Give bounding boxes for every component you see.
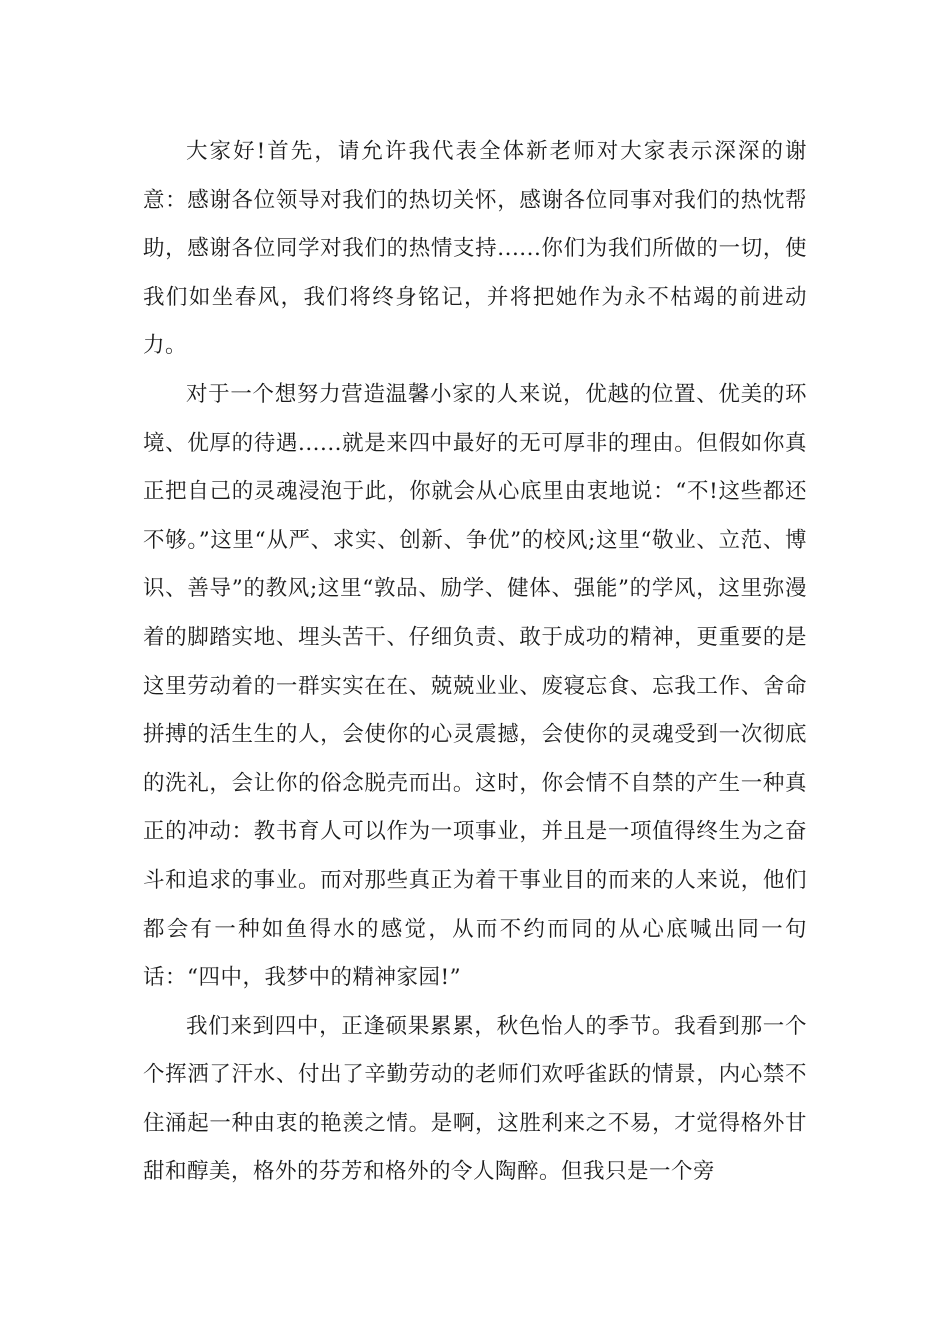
paragraph-thanks: 大家好!首先，请允许我代表全体新老师对大家表示深深的谢意：感谢各位领导对我们的热切关怀，感谢各位同事对我们的热忱帮助，感谢各位同学对我们的热情支持......你们为我们所做的一切，使我们如坐春风，我们将终身铭记，并将把她作为永不枯竭的前进动力。 — [143, 139, 807, 359]
speech-body — [143, 128, 807, 1197]
paragraph-spiritual-home: 对于一个想努力营造温馨小家的人来说，优越的位置、优美的环境、优厚的待遇......就是来四中最好的无可厚非的理由。但假如你真正把自己的灵魂浸泡于此，你就会从心底里由衷地说：“不!这些都还不够。”这里“从严、求实、创新、争优”的校风;这里“敬业、立范、博识、善导”的教风;这里“敦品、励学、健体、强能”的学风，这里弥漫着的脚踏实地、埋头苦干、仔细负责、敢于成功的精神，更重要的是这里劳动着的一群实实在在、兢兢业业、废寝忘食、忘我工作、舍命拼搏的活生生的人，会使你的心灵震撼，会使你的灵魂受到一次彻底的洗礼，会让你的俗念脱壳而出。这时，你会情不自禁的产生一种真正的冲动：教书育人可以作为一项事业，并且是一项值得终生为之奋斗和追求的事业。而对那些真正为着干事业目的而来的人来说，他们都会有一种如鱼得水的感觉，从而不约而同的从心底喊出同一句话：“四中，我梦中的精神家园!” — [143, 381, 807, 991]
paragraph-harvest-season: 我们来到四中，正逢硕果累累，秋色怡人的季节。我看到那一个个挥洒了汗水、付出了辛勤劳动的老师们欢呼雀跃的情景，内心禁不住涌起一种由衷的艳羡之情。是啊，这胜利来之不易，才觉得格外甘甜和醇美，格外的芬芳和格外的令人陶醉。但我只是一个旁 — [143, 1013, 807, 1185]
